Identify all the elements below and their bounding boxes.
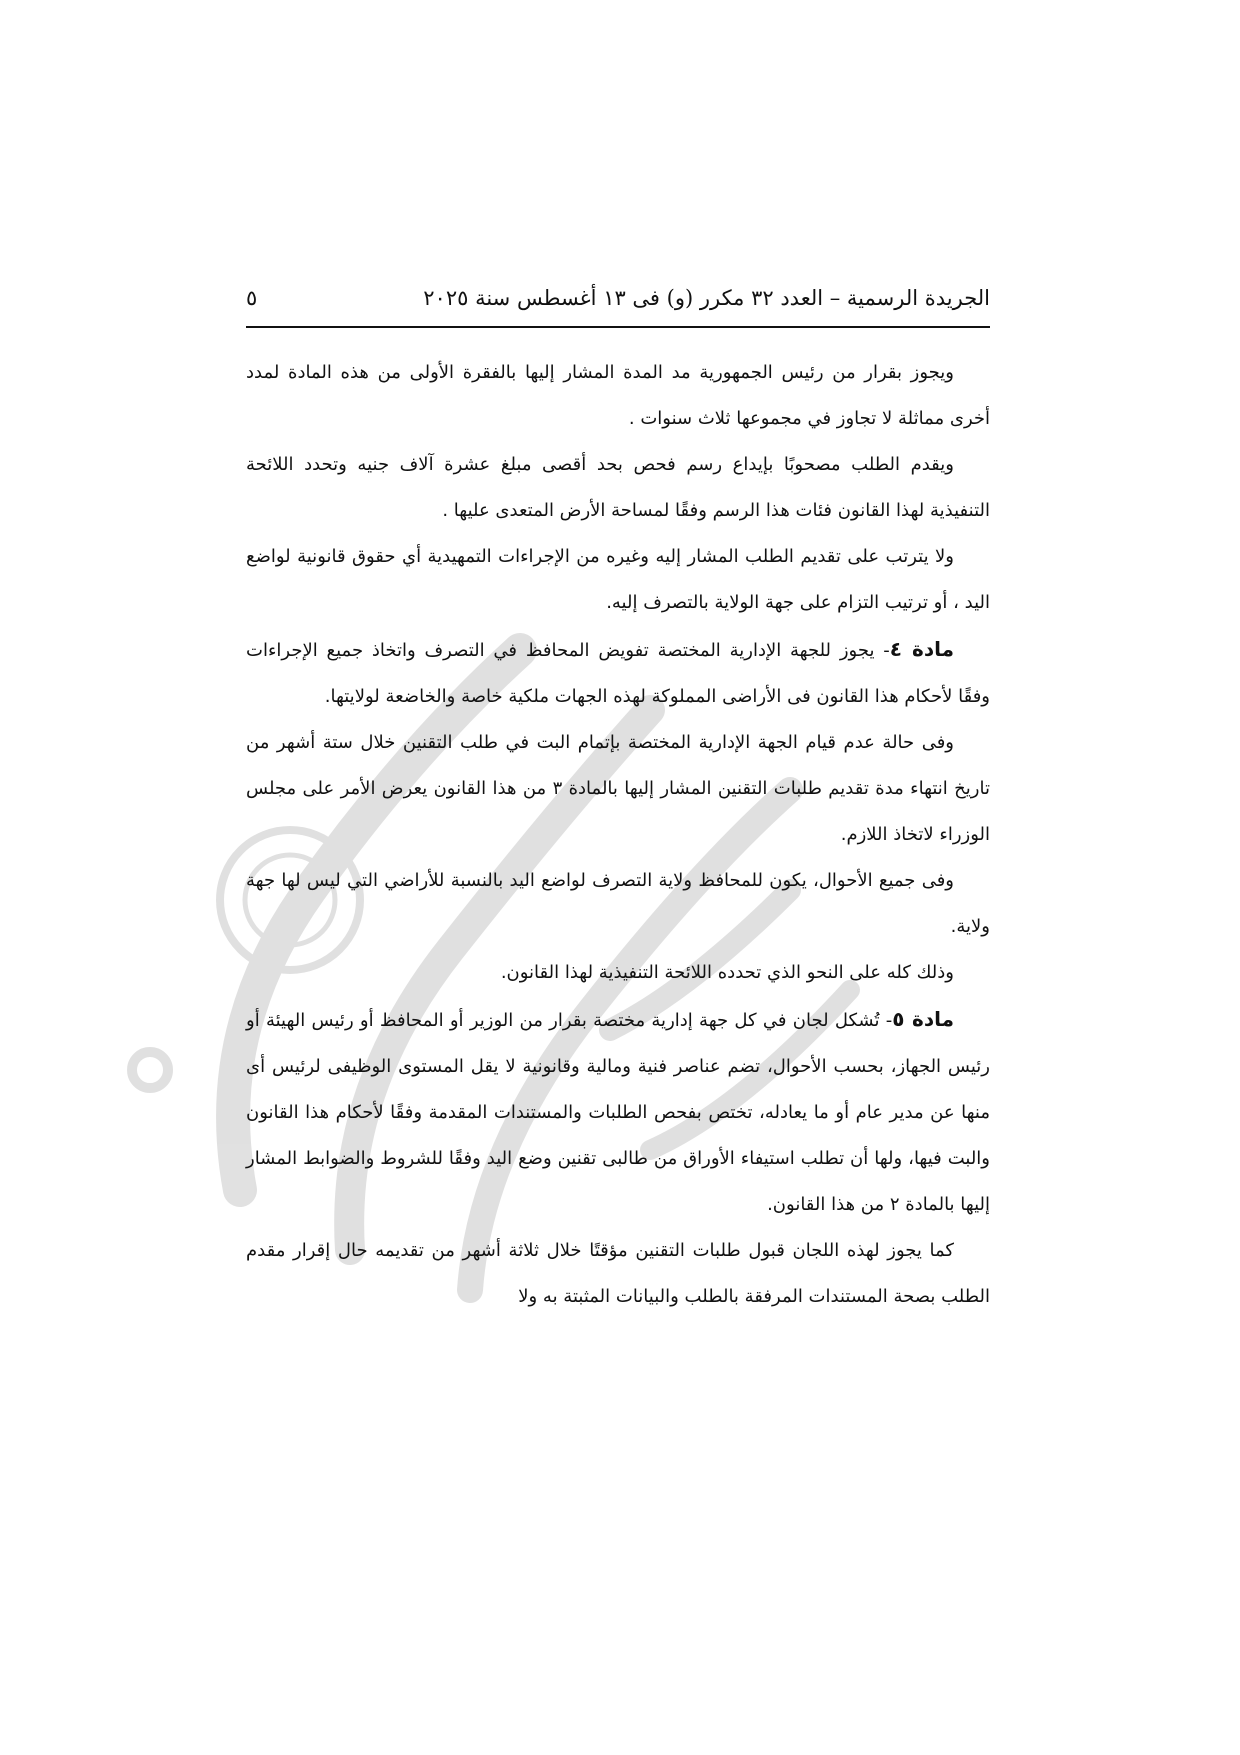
- paragraph: ويقدم الطلب مصحوبًا بإيداع رسم فحص بحد أقصى مبلغ عشرة آلاف جنيه وتحدد اللائحة التنفيذية لهذا القانون فئات هذا الرسم وفقًا لمساحة الأرض المتعدى عليها .: [246, 454, 990, 521]
- paragraph: ويجوز بقرار من رئيس الجمهورية مد المدة المشار إليها بالفقرة الأولى من هذه المادة لمدد أخرى مماثلة لا تجاوز في مجموعها ثلاث سنوات .: [246, 362, 990, 429]
- document-body: [246, 350, 990, 1320]
- article-heading: مادة ٥: [892, 1007, 954, 1031]
- running-title: الجريدة الرسمية – العدد ٣٢ مكرر (و) فى ١٣ أغسطس سنة ٢٠٢٥: [423, 286, 990, 310]
- article-paragraph: مادة ٥- تُشكل لجان في كل جهة إدارية مختصة بقرار من الوزير أو المحافظ أو رئيس الهيئة أو رئيس الجهاز، بحسب الأحوال، تضم عناصر فنية ومالية وقانونية لا يقل المستوى الوظيفى لرئيس أى منها عن مدير عام أو ما يعادله، تختص بفحص الطلبات والمستندات المقدمة وفقًا لأحكام هذا القانون والبت فيها، ولها أن تطلب استيفاء الأوراق من طالبى تقنين وضع اليد وفقًا للشروط والضوابط المشار إليها بالمادة ٢ من هذا القانون.: [246, 1007, 990, 1215]
- page-header: [246, 286, 990, 328]
- paragraph: وفى حالة عدم قيام الجهة الإدارية المختصة بإتمام البت في طلب التقنين خلال ستة أشهر من تاريخ انتهاء مدة تقديم طلبات التقنين المشار إليها بالمادة ٣ من هذا القانون يعرض الأمر على مجلس الوزراء لاتخاذ اللازم.: [246, 732, 990, 845]
- paragraph: ولا يترتب على تقديم الطلب المشار إليه وغيره من الإجراءات التمهيدية أي حقوق قانونية لواضع اليد ، أو ترتيب التزام على جهة الولاية بالتصرف إليه.: [246, 546, 990, 613]
- article-paragraph: مادة ٤- يجوز للجهة الإدارية المختصة تفويض المحافظ في التصرف واتخاذ جميع الإجراءات وفقًا لأحكام هذا القانون فى الأراضى المملوكة لهذه الجهات ملكية خاصة والخاضعة لولايتها.: [246, 637, 990, 707]
- page-number: ٥: [246, 286, 258, 310]
- paragraph: كما يجوز لهذه اللجان قبول طلبات التقنين مؤقتًا خلال ثلاثة أشهر من تقديمه حال إقرار مقدم الطلب بصحة المستندات المرفقة بالطلب والبيانات المثبتة به ولا: [246, 1240, 990, 1307]
- article-heading: مادة ٤: [889, 637, 954, 661]
- paragraph: وذلك كله على النحو الذي تحدده اللائحة التنفيذية لهذا القانون.: [500, 962, 954, 983]
- paragraph: وفى جميع الأحوال، يكون للمحافظ ولاية التصرف لواضع اليد بالنسبة للأراضي التي ليس لها جهة ولاية.: [246, 870, 990, 937]
